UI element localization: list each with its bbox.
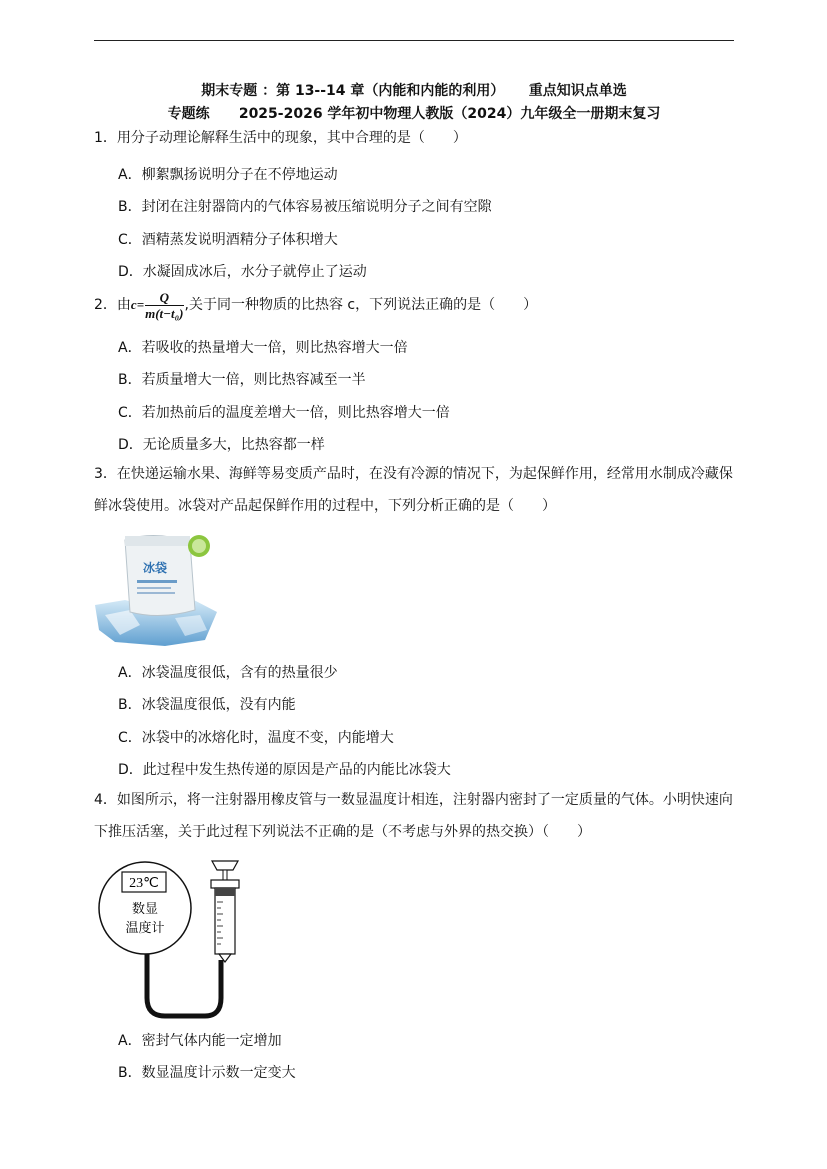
question-4-option-a: A．密封气体内能一定增加 <box>118 1033 282 1049</box>
question-3-option-d: D．此过程中发生热传递的原因是产品的内能比冰袋大 <box>118 762 451 778</box>
doc-title-line1: 期末专题 ：第 13--14 章（内能和内能的利用） 重点知识点单选 <box>201 83 627 99</box>
question-2-stem-prefix: 2．由 <box>94 297 131 313</box>
question-1-stem: 1．用分子动理论解释生活中的现象，其中合理的是（ ） <box>94 130 467 146</box>
ice-bag-label: 冰袋 <box>143 561 168 575</box>
question-4-option-b: B．数显温度计示数一定变大 <box>118 1065 296 1081</box>
question-2-option-a: A．若吸收的热量增大一倍，则比热容增大一倍 <box>118 340 408 356</box>
ice-bag-photo <box>95 530 217 646</box>
question-1-option-d: D．水凝固成冰后，水分子就停止了运动 <box>118 264 367 280</box>
question-1-option-a: A．柳絮飘扬说明分子在不停地运动 <box>118 167 338 183</box>
thermometer-label-line2: 温度计 <box>125 921 165 936</box>
question-1-option-b: B．封闭在注射器筒内的气体容易被压缩说明分子之间有空隙 <box>118 199 492 215</box>
rubber-tube <box>147 954 221 1016</box>
question-1-option-c: C．酒精蒸发说明酒精分子体积增大 <box>118 232 338 248</box>
question-3-option-a: A．冰袋温度很低，含有的热量很少 <box>118 665 338 681</box>
question-2-option-b: B．若质量增大一倍，则比热容减至一半 <box>118 372 366 388</box>
formula-numerator: Q <box>145 291 183 306</box>
plunger-handle <box>212 861 238 870</box>
header-rule <box>94 40 734 41</box>
specific-heat-formula <box>131 283 185 327</box>
doc-title-line2: 专题练 2025-2026 学年初中物理人教版（2024）九年级全一册期末复习 <box>167 106 661 122</box>
question-3-option-c: C．冰袋中的冰熔化时，温度不变，内能增大 <box>118 730 394 746</box>
thermometer-reading: 23℃ <box>129 876 159 891</box>
question-3-option-b: B．冰袋温度很低，没有内能 <box>118 697 296 713</box>
thermometer-label-line1: 数显 <box>131 902 159 917</box>
formula-denominator: m(t−t₀) <box>145 305 184 321</box>
syringe-thermometer-diagram <box>95 858 255 1020</box>
question-2-stem-suffix: ,关于同一种物质的比热容 c，下列说法正确的是（ ） <box>184 297 538 313</box>
question-4-stem: 4．如图所示，将一注射器用橡皮管与一数显温度计相连，注射器内密封了一定质量的气体。小明快速向下推压活塞，关于此过程下列说法不正确的是（不考虑与外界的热交换）（ ） <box>94 792 733 840</box>
formula-lhs: c= <box>130 297 145 312</box>
question-3-stem: 3．在快递运输水果、海鲜等易变质产品时，在没有冷源的情况下，为起保鲜作用，经常用水制成冷藏保鲜冰袋使用。冰袋对产品起保鲜作用的过程中，下列分析正确的是（ ） <box>94 466 733 514</box>
question-2-option-c: C．若加热前后的温度差增大一倍，则比热容增大一倍 <box>118 405 450 421</box>
question-2-option-d: D．无论质量多大，比热容都一样 <box>118 437 325 453</box>
question-2-stem <box>94 283 738 327</box>
